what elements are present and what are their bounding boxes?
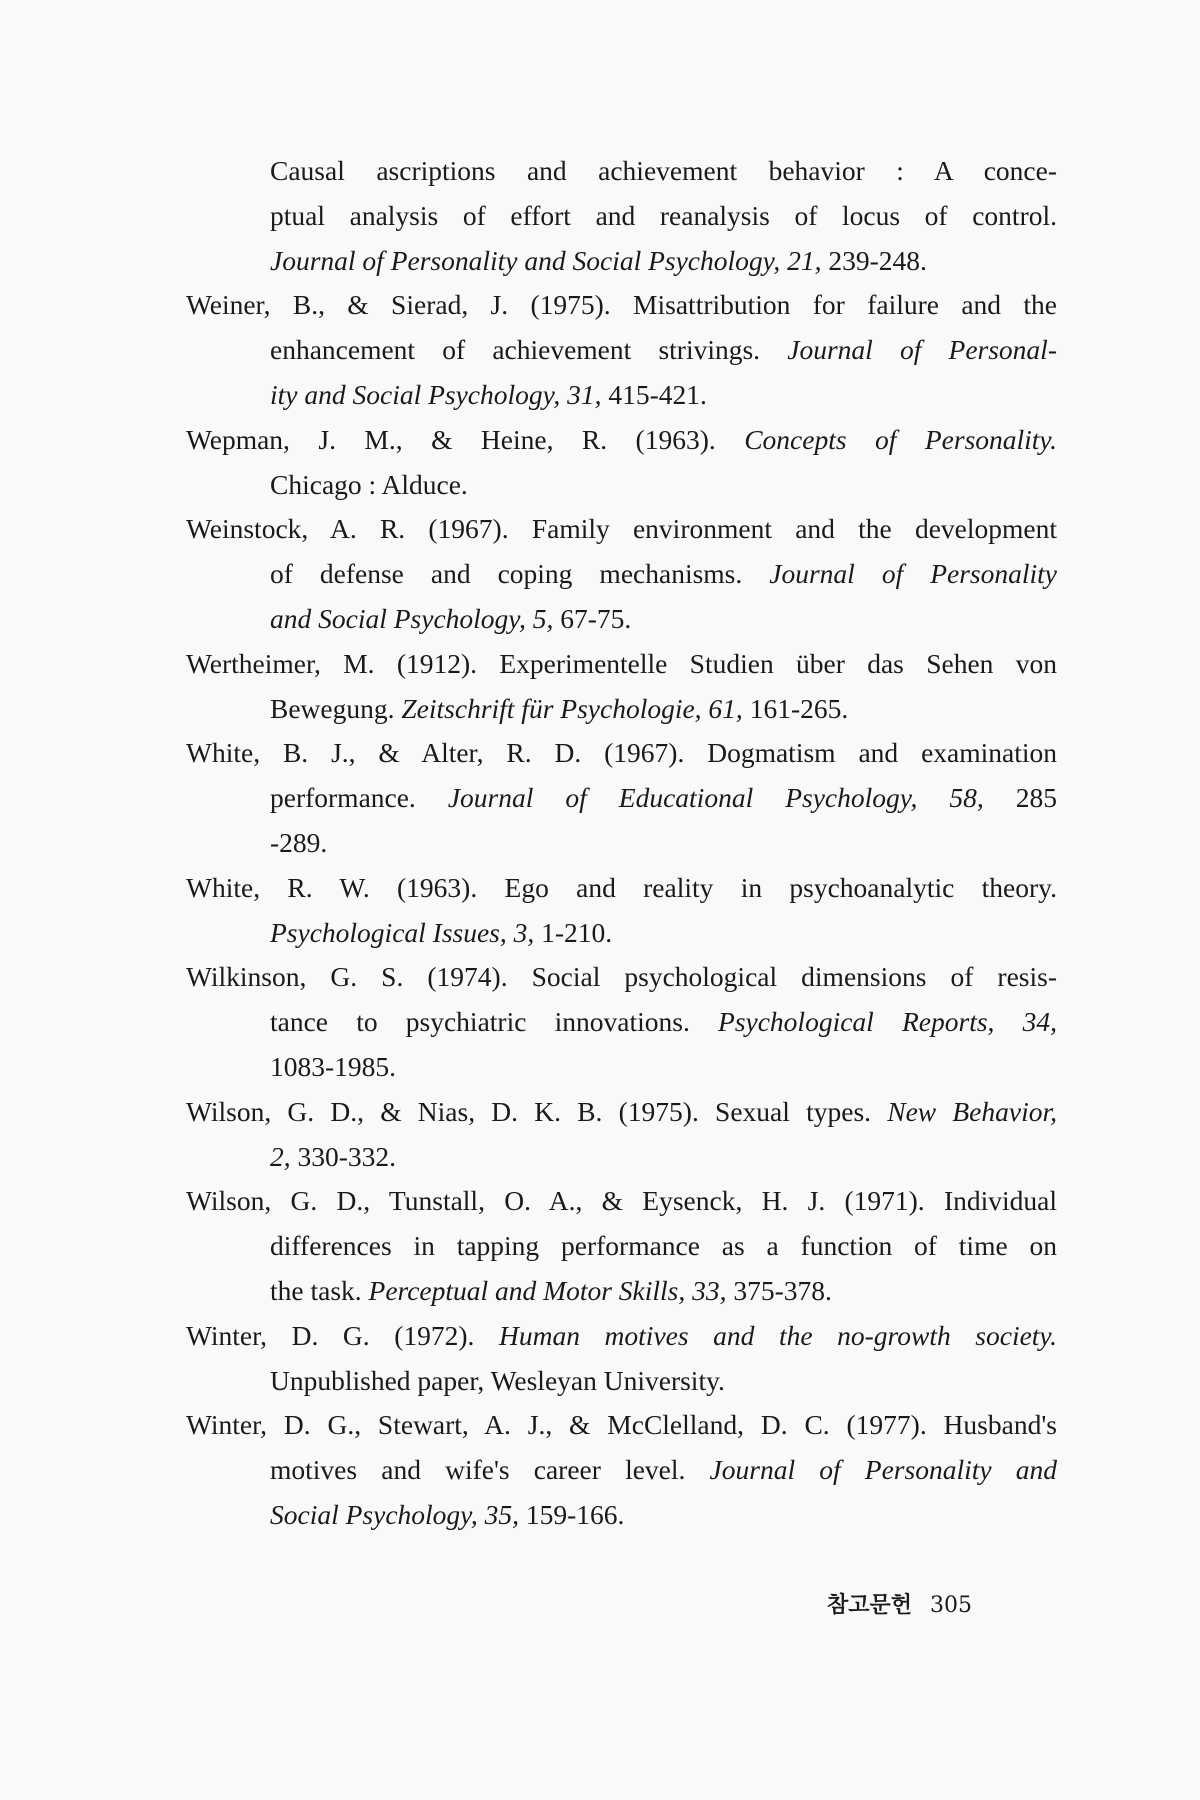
citation-text: Weiner, B., & Sierad, J. (1975). Misattribution for failure and the xyxy=(186,289,1057,321)
citation-text: Unpublished paper, Wesleyan University. xyxy=(270,1364,725,1396)
citation-text: tance to psychiatric innovations. xyxy=(270,1006,719,1038)
italic-citation-text: Perceptual and Motor Skills, 33, xyxy=(368,1275,727,1306)
citation-text: White, B. J., & Alter, R. D. (1967). Dogmatism and examination xyxy=(186,737,1057,769)
citation-text: 1-210. xyxy=(534,916,613,948)
reference-continuation-line xyxy=(270,552,1057,596)
reference-continuation-line xyxy=(270,687,1057,731)
citation-text: Wilson, G. D., Tunstall, O. A., & Eysenck, H. J. (1971). Individual xyxy=(186,1185,1057,1217)
reference-continuation-line xyxy=(270,1359,1057,1403)
citation-text: 1083-1985. xyxy=(270,1051,397,1082)
citation-text: differences in tapping performance as a function of time on xyxy=(270,1230,1057,1262)
citation-text: Winter, D. G., Stewart, A. J., & McClelland, D. C. (1977). Husband's xyxy=(186,1409,1057,1441)
reference-entry-first-line xyxy=(186,507,1057,551)
running-section-title: 참고문헌 xyxy=(826,1592,912,1618)
citation-text: performance. xyxy=(270,782,448,814)
citation-text: 330-332. xyxy=(290,1140,397,1172)
citation-text: -289. xyxy=(270,827,328,858)
reference-continuation-line xyxy=(270,1000,1057,1044)
citation-text: Wilson, G. D., & Nias, D. K. B. (1975). Sexual types. xyxy=(186,1095,888,1127)
reference-continuation-line xyxy=(270,911,1057,955)
reference-continuation-line xyxy=(270,149,1057,193)
reference-entry-first-line xyxy=(186,731,1057,775)
citation-text: 159-166. xyxy=(518,1499,625,1530)
citation-text: 161-265. xyxy=(742,692,849,724)
reference-entry-first-line xyxy=(186,418,1057,462)
italic-citation-text: Journal of Personal- xyxy=(787,334,1057,366)
citation-text: 285 xyxy=(983,782,1057,814)
italic-citation-text: ity and Social Psychology, 31, xyxy=(270,379,602,410)
reference-continuation-line xyxy=(270,373,1057,417)
citation-text: of defense and coping mechanisms. xyxy=(270,558,770,590)
citation-text: enhancement of achievement strivings. xyxy=(270,334,788,366)
reference-continuation-line xyxy=(270,328,1057,372)
reference-entry-first-line xyxy=(186,1179,1057,1223)
citation-text: Causal ascriptions and achievement behavior : A conce- xyxy=(270,155,1057,186)
citation-text: motives and wife's career level. xyxy=(270,1454,710,1486)
page-footer xyxy=(817,1588,972,1619)
reference-continuation-line xyxy=(270,1493,1057,1537)
citation-text: Wepman, J. M., & Heine, R. (1963). xyxy=(186,423,745,455)
italic-citation-text: Zeitschrift für Psychologie, 61, xyxy=(401,692,743,724)
page-number: 305 xyxy=(930,1593,972,1618)
italic-citation-text: 2, xyxy=(270,1140,291,1172)
reference-entry-first-line xyxy=(186,642,1057,686)
citation-text: 415-421. xyxy=(601,379,707,410)
reference-continuation-line xyxy=(270,1224,1057,1268)
italic-citation-text: Human motives and the no-growth society. xyxy=(499,1319,1057,1351)
reference-entry-first-line xyxy=(186,955,1057,999)
reference-entry-first-line xyxy=(186,866,1057,910)
reference-continuation-line xyxy=(270,597,1057,641)
reference-entry-first-line xyxy=(186,1403,1057,1447)
citation-text: 67-75. xyxy=(553,603,632,634)
italic-citation-text: Psychological Reports, 34, xyxy=(718,1006,1057,1038)
italic-citation-text: Journal of Personality and Social Psychology, 21, xyxy=(270,244,822,276)
italic-citation-text: Journal of Educational Psychology, 58, xyxy=(447,782,984,814)
italic-citation-text: Psychological Issues, 3, xyxy=(270,916,535,948)
reference-continuation-line xyxy=(270,1448,1057,1492)
reference-continuation-line xyxy=(270,1045,1057,1089)
italic-citation-text: Journal of Personality and xyxy=(709,1454,1057,1486)
reference-continuation-line xyxy=(270,239,1057,283)
citation-text: Wilkinson, G. S. (1974). Social psychological dimensions of resis- xyxy=(186,961,1057,993)
reference-continuation-line xyxy=(270,194,1057,238)
reference-entry-first-line xyxy=(186,283,1057,327)
citation-text: 375-378. xyxy=(726,1275,832,1306)
citation-text: the task. xyxy=(270,1275,369,1306)
reference-continuation-line xyxy=(270,463,1057,507)
italic-citation-text: and Social Psychology, 5, xyxy=(270,603,554,634)
citation-text: ptual analysis of effort and reanalysis of locus of control. xyxy=(270,199,1057,231)
reference-continuation-line xyxy=(270,1135,1057,1179)
italic-citation-text: Journal of Personality xyxy=(769,558,1057,590)
citation-text: Weinstock, A. R. (1967). Family environment and the development xyxy=(186,513,1057,545)
citation-text: 239-248. xyxy=(821,244,927,276)
reference-entry-first-line xyxy=(186,1090,1057,1134)
reference-continuation-line xyxy=(270,776,1057,820)
italic-citation-text: New Behavior, xyxy=(887,1095,1057,1127)
citation-text: Bewegung. xyxy=(270,692,402,724)
citation-text: White, R. W. (1963). Ego and reality in psychoanalytic theory. xyxy=(186,871,1057,903)
italic-citation-text: Social Psychology, 35, xyxy=(270,1499,519,1530)
citation-text: Chicago : Alduce. xyxy=(270,468,468,500)
reference-continuation-line xyxy=(270,1269,1057,1313)
citation-text: Wertheimer, M. (1912). Experimentelle Studien über das Sehen von xyxy=(186,647,1057,679)
reference-entry-first-line xyxy=(186,1314,1057,1358)
italic-citation-text: Concepts of Personality. xyxy=(744,423,1058,455)
reference-continuation-line xyxy=(270,821,1057,865)
citation-text: Winter, D. G. (1972). xyxy=(186,1319,499,1351)
